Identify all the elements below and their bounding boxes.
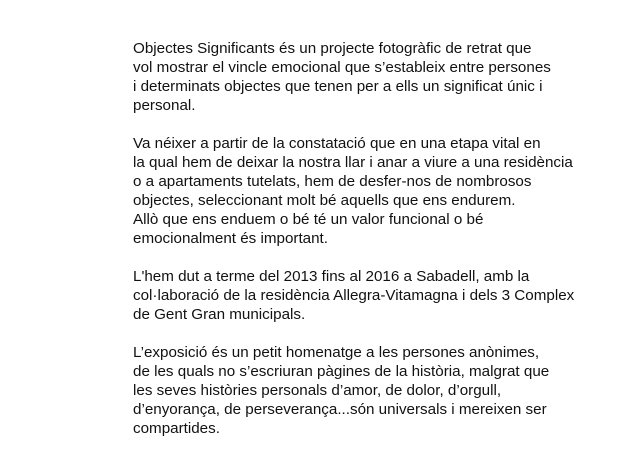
text-line: col·laboració de la residència Allegra-Vitamagna i dels 3 Complex (133, 287, 575, 304)
text-line: les seves històries personals d’amor, de dolor, d’orgull, (133, 382, 502, 399)
text-line: la qual hem de deixar la nostra llar i anar a viure a una residència (133, 154, 573, 171)
paragraph-dates (133, 267, 603, 324)
text-line: compartides. (133, 420, 220, 437)
text-line: i determinats objectes que tenen per a ells un significat únic i (133, 78, 543, 95)
paragraph-exhibition (133, 343, 603, 438)
text-line: Allò que ens enduem o bé té un valor funcional o bé (133, 211, 484, 228)
paragraph-origin (133, 134, 603, 248)
text-line: Objectes Significants és un projecte fotogràfic de retrat que (133, 40, 532, 57)
text-line: L'hem dut a terme del 2013 fins al 2016 a Sabadell, amb la (133, 268, 530, 285)
text-line: de Gent Gran municipals. (133, 306, 306, 323)
text-line: o a apartaments tutelats, hem de desfer-nos de nombrosos (133, 173, 532, 190)
text-line: L’exposició és un petit homenatge a les persones anònimes, (133, 344, 540, 361)
text-line: emocionalment és important. (133, 230, 328, 247)
text-line: objectes, seleccionant molt bé aquells que ens endurem. (133, 192, 516, 209)
text-line: d’enyorança, de perseverança...són universals i mereixen ser (133, 401, 547, 418)
text-line: Va néixer a partir de la constatació que en una etapa vital en (133, 135, 541, 152)
text-line: personal. (133, 97, 196, 114)
text-line: vol mostrar el vincle emocional que s’estableix entre persones (133, 59, 551, 76)
body-text (133, 39, 603, 438)
paragraph-intro (133, 39, 603, 115)
text-line: de les quals no s’escriuran pàgines de la història, malgrat que (133, 363, 550, 380)
